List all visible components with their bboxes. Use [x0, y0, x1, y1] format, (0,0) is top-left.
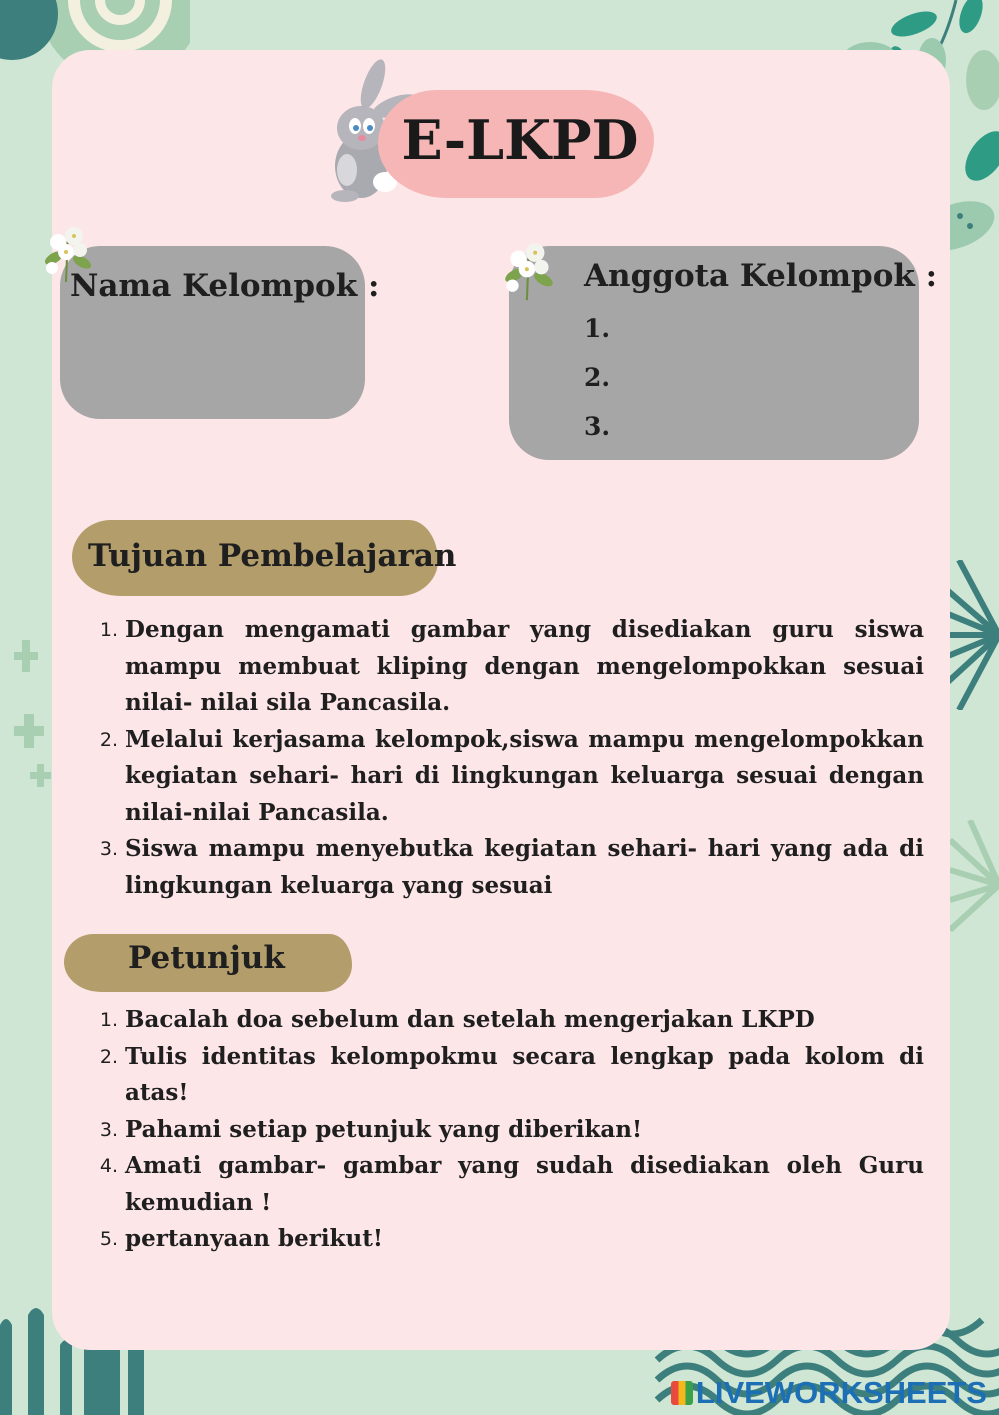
list-item: 1. Bacalah doa sebelum dan setelah mengerjakan LKPD	[99, 1006, 815, 1033]
liveworksheets-watermark[interactable]: LIVEWORKSHEETS	[671, 1375, 987, 1411]
list-item: 2. Melalui kerjasama kelompok,siswa mampu mengelompokkan kegiatan sehari- hari di lingkungan keluarga sesuai dengan nilai-nilai Pancasila.	[99, 725, 924, 826]
page-title: E-LKPD	[401, 108, 639, 172]
group-name-label: Nama Kelompok :	[70, 268, 380, 304]
objectives-list	[99, 612, 924, 904]
list-item: 4. Amati gambar- gambar yang sudah disediakan oleh Guru kemudian !	[99, 1152, 924, 1216]
member-number-1: 1.	[584, 314, 611, 343]
list-item: 3. Siswa mampu menyebutka kegiatan sehari- hari yang ada di lingkungan keluarga yang sesuai	[99, 835, 924, 899]
member-number-2: 2.	[584, 363, 611, 392]
instructions-heading: Petunjuk	[128, 940, 285, 976]
list-item: 5. pertanyaan berikut!	[99, 1225, 383, 1252]
instructions-list	[99, 1002, 924, 1258]
list-item: 1. Dengan mengamati gambar yang disediakan guru siswa mampu membuat kliping dengan mengelompokkan sesuai nilai- nilai sila Pancasila.	[99, 616, 924, 716]
objectives-heading: Tujuan Pembelajaran	[88, 538, 457, 574]
list-item: 2. Tulis identitas kelompokmu secara lengkap pada kolom di atas!	[99, 1042, 924, 1106]
fan-decoration-right-faded	[950, 820, 999, 950]
flower-decoration	[498, 226, 562, 302]
member-number-3: 3.	[584, 412, 611, 441]
group-members-label: Anggota Kelompok :	[584, 258, 938, 294]
list-item: 3. Pahami setiap petunjuk yang diberikan!	[99, 1115, 643, 1143]
liveworksheets-logo-icon	[671, 1381, 693, 1405]
